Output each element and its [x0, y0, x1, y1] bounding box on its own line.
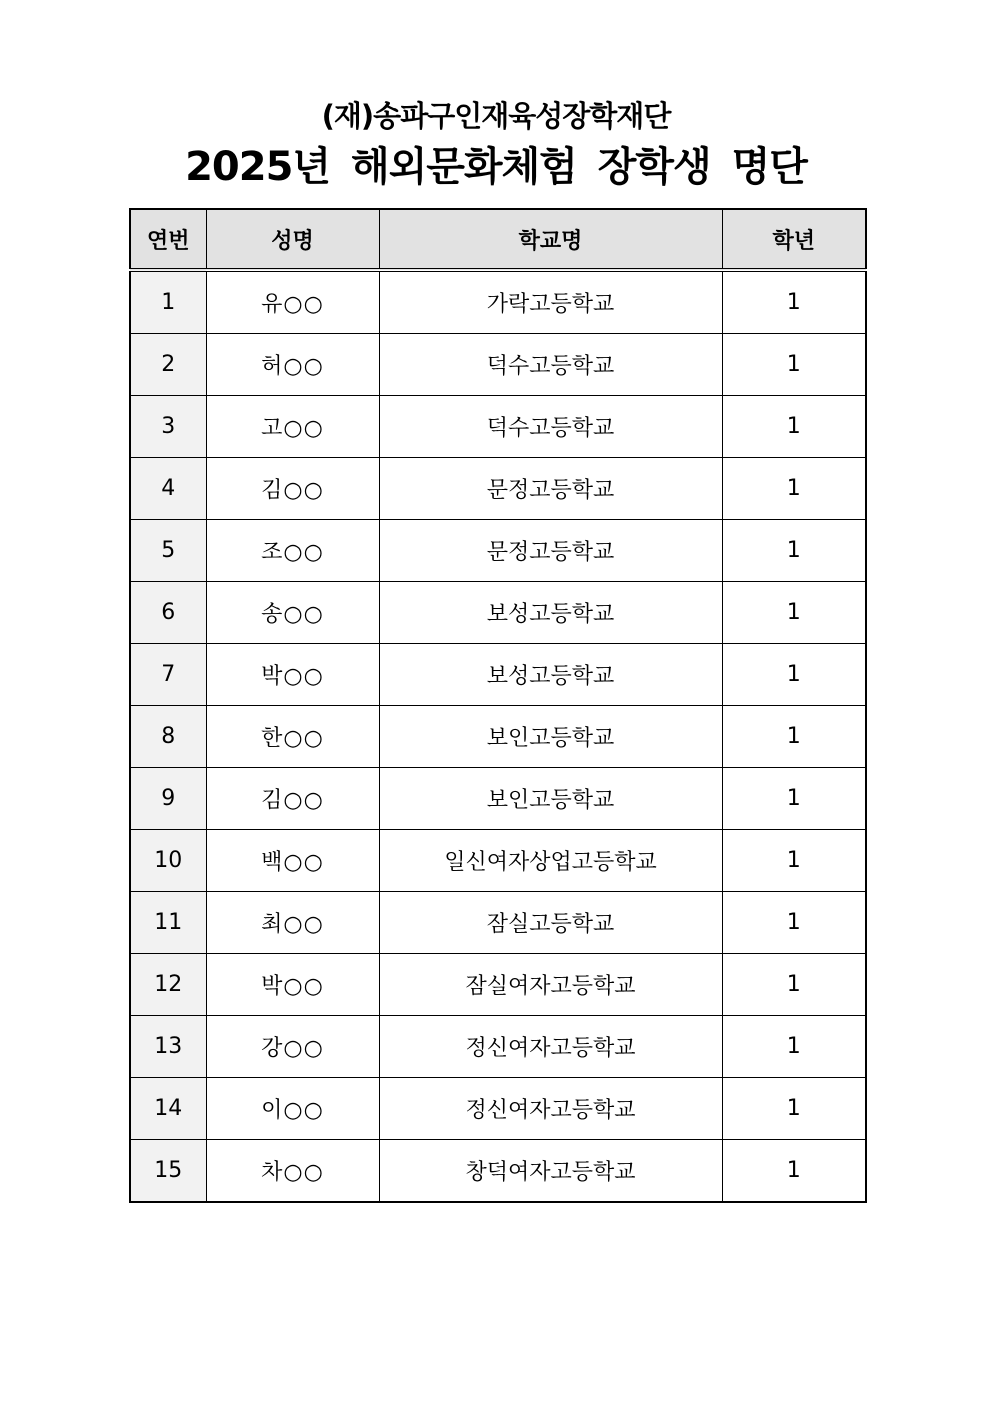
row-number-cell: 7: [130, 644, 206, 706]
grade-cell: 1: [722, 1016, 866, 1078]
grade-cell: 1: [722, 1078, 866, 1140]
student-name-cell: 유○○: [206, 270, 379, 334]
grade-cell: 1: [722, 520, 866, 582]
table-row: [130, 458, 866, 520]
table-header: [130, 209, 866, 270]
student-name-cell: 김○○: [206, 768, 379, 830]
school-name-cell: 보인고등학교: [379, 768, 722, 830]
row-number-cell: 5: [130, 520, 206, 582]
school-name-cell: 문정고등학교: [379, 520, 722, 582]
table-row: [130, 954, 866, 1016]
table-row: [130, 270, 866, 334]
student-name-cell: 최○○: [206, 892, 379, 954]
row-number-cell: 2: [130, 334, 206, 396]
student-name-cell: 한○○: [206, 706, 379, 768]
grade-cell: 1: [722, 830, 866, 892]
column-header-school: 학교명: [379, 209, 722, 270]
header-row: [130, 209, 866, 270]
student-name-cell: 차○○: [206, 1140, 379, 1203]
grade-cell: 1: [722, 1140, 866, 1203]
document-header: [0, 96, 992, 194]
student-name-cell: 강○○: [206, 1016, 379, 1078]
student-name-cell: 고○○: [206, 396, 379, 458]
student-name-cell: 김○○: [206, 458, 379, 520]
table-row: [130, 582, 866, 644]
column-header-number: 연번: [130, 209, 206, 270]
row-number-cell: 6: [130, 582, 206, 644]
scholarship-roster-table: [129, 208, 867, 1203]
grade-cell: 1: [722, 458, 866, 520]
row-number-cell: 10: [130, 830, 206, 892]
school-name-cell: 정신여자고등학교: [379, 1016, 722, 1078]
column-header-name: 성명: [206, 209, 379, 270]
student-name-cell: 박○○: [206, 954, 379, 1016]
grade-cell: 1: [722, 706, 866, 768]
school-name-cell: 보성고등학교: [379, 644, 722, 706]
row-number-cell: 11: [130, 892, 206, 954]
table-row: [130, 644, 866, 706]
grade-cell: 1: [722, 644, 866, 706]
row-number-cell: 14: [130, 1078, 206, 1140]
grade-cell: 1: [722, 768, 866, 830]
school-name-cell: 잠실고등학교: [379, 892, 722, 954]
school-name-cell: 덕수고등학교: [379, 396, 722, 458]
row-number-cell: 3: [130, 396, 206, 458]
table-row: [130, 1016, 866, 1078]
school-name-cell: 보성고등학교: [379, 582, 722, 644]
school-name-cell: 창덕여자고등학교: [379, 1140, 722, 1203]
row-number-cell: 8: [130, 706, 206, 768]
school-name-cell: 보인고등학교: [379, 706, 722, 768]
page-title: 2025년 해외문화체험 장학생 명단: [185, 144, 807, 190]
grade-cell: 1: [722, 954, 866, 1016]
table-row: [130, 520, 866, 582]
school-name-cell: 잠실여자고등학교: [379, 954, 722, 1016]
school-name-cell: 덕수고등학교: [379, 334, 722, 396]
student-name-cell: 허○○: [206, 334, 379, 396]
row-number-cell: 13: [130, 1016, 206, 1078]
table-row: [130, 1140, 866, 1203]
organization-name: (재)송파구인재육성장학재단: [321, 99, 671, 133]
table-row: [130, 396, 866, 458]
table-row: [130, 706, 866, 768]
row-number-cell: 12: [130, 954, 206, 1016]
table-row: [130, 892, 866, 954]
table-row: [130, 334, 866, 396]
student-name-cell: 박○○: [206, 644, 379, 706]
student-name-cell: 조○○: [206, 520, 379, 582]
grade-cell: 1: [722, 396, 866, 458]
student-name-cell: 이○○: [206, 1078, 379, 1140]
student-name-cell: 백○○: [206, 830, 379, 892]
grade-cell: 1: [722, 334, 866, 396]
row-number-cell: 15: [130, 1140, 206, 1203]
row-number-cell: 1: [130, 270, 206, 334]
grade-cell: 1: [722, 582, 866, 644]
column-header-grade: 학년: [722, 209, 866, 270]
table-row: [130, 768, 866, 830]
grade-cell: 1: [722, 270, 866, 334]
table-body: [130, 270, 866, 1202]
school-name-cell: 가락고등학교: [379, 270, 722, 334]
row-number-cell: 4: [130, 458, 206, 520]
table-row: [130, 830, 866, 892]
school-name-cell: 일신여자상업고등학교: [379, 830, 722, 892]
school-name-cell: 정신여자고등학교: [379, 1078, 722, 1140]
school-name-cell: 문정고등학교: [379, 458, 722, 520]
table-row: [130, 1078, 866, 1140]
grade-cell: 1: [722, 892, 866, 954]
student-name-cell: 송○○: [206, 582, 379, 644]
row-number-cell: 9: [130, 768, 206, 830]
